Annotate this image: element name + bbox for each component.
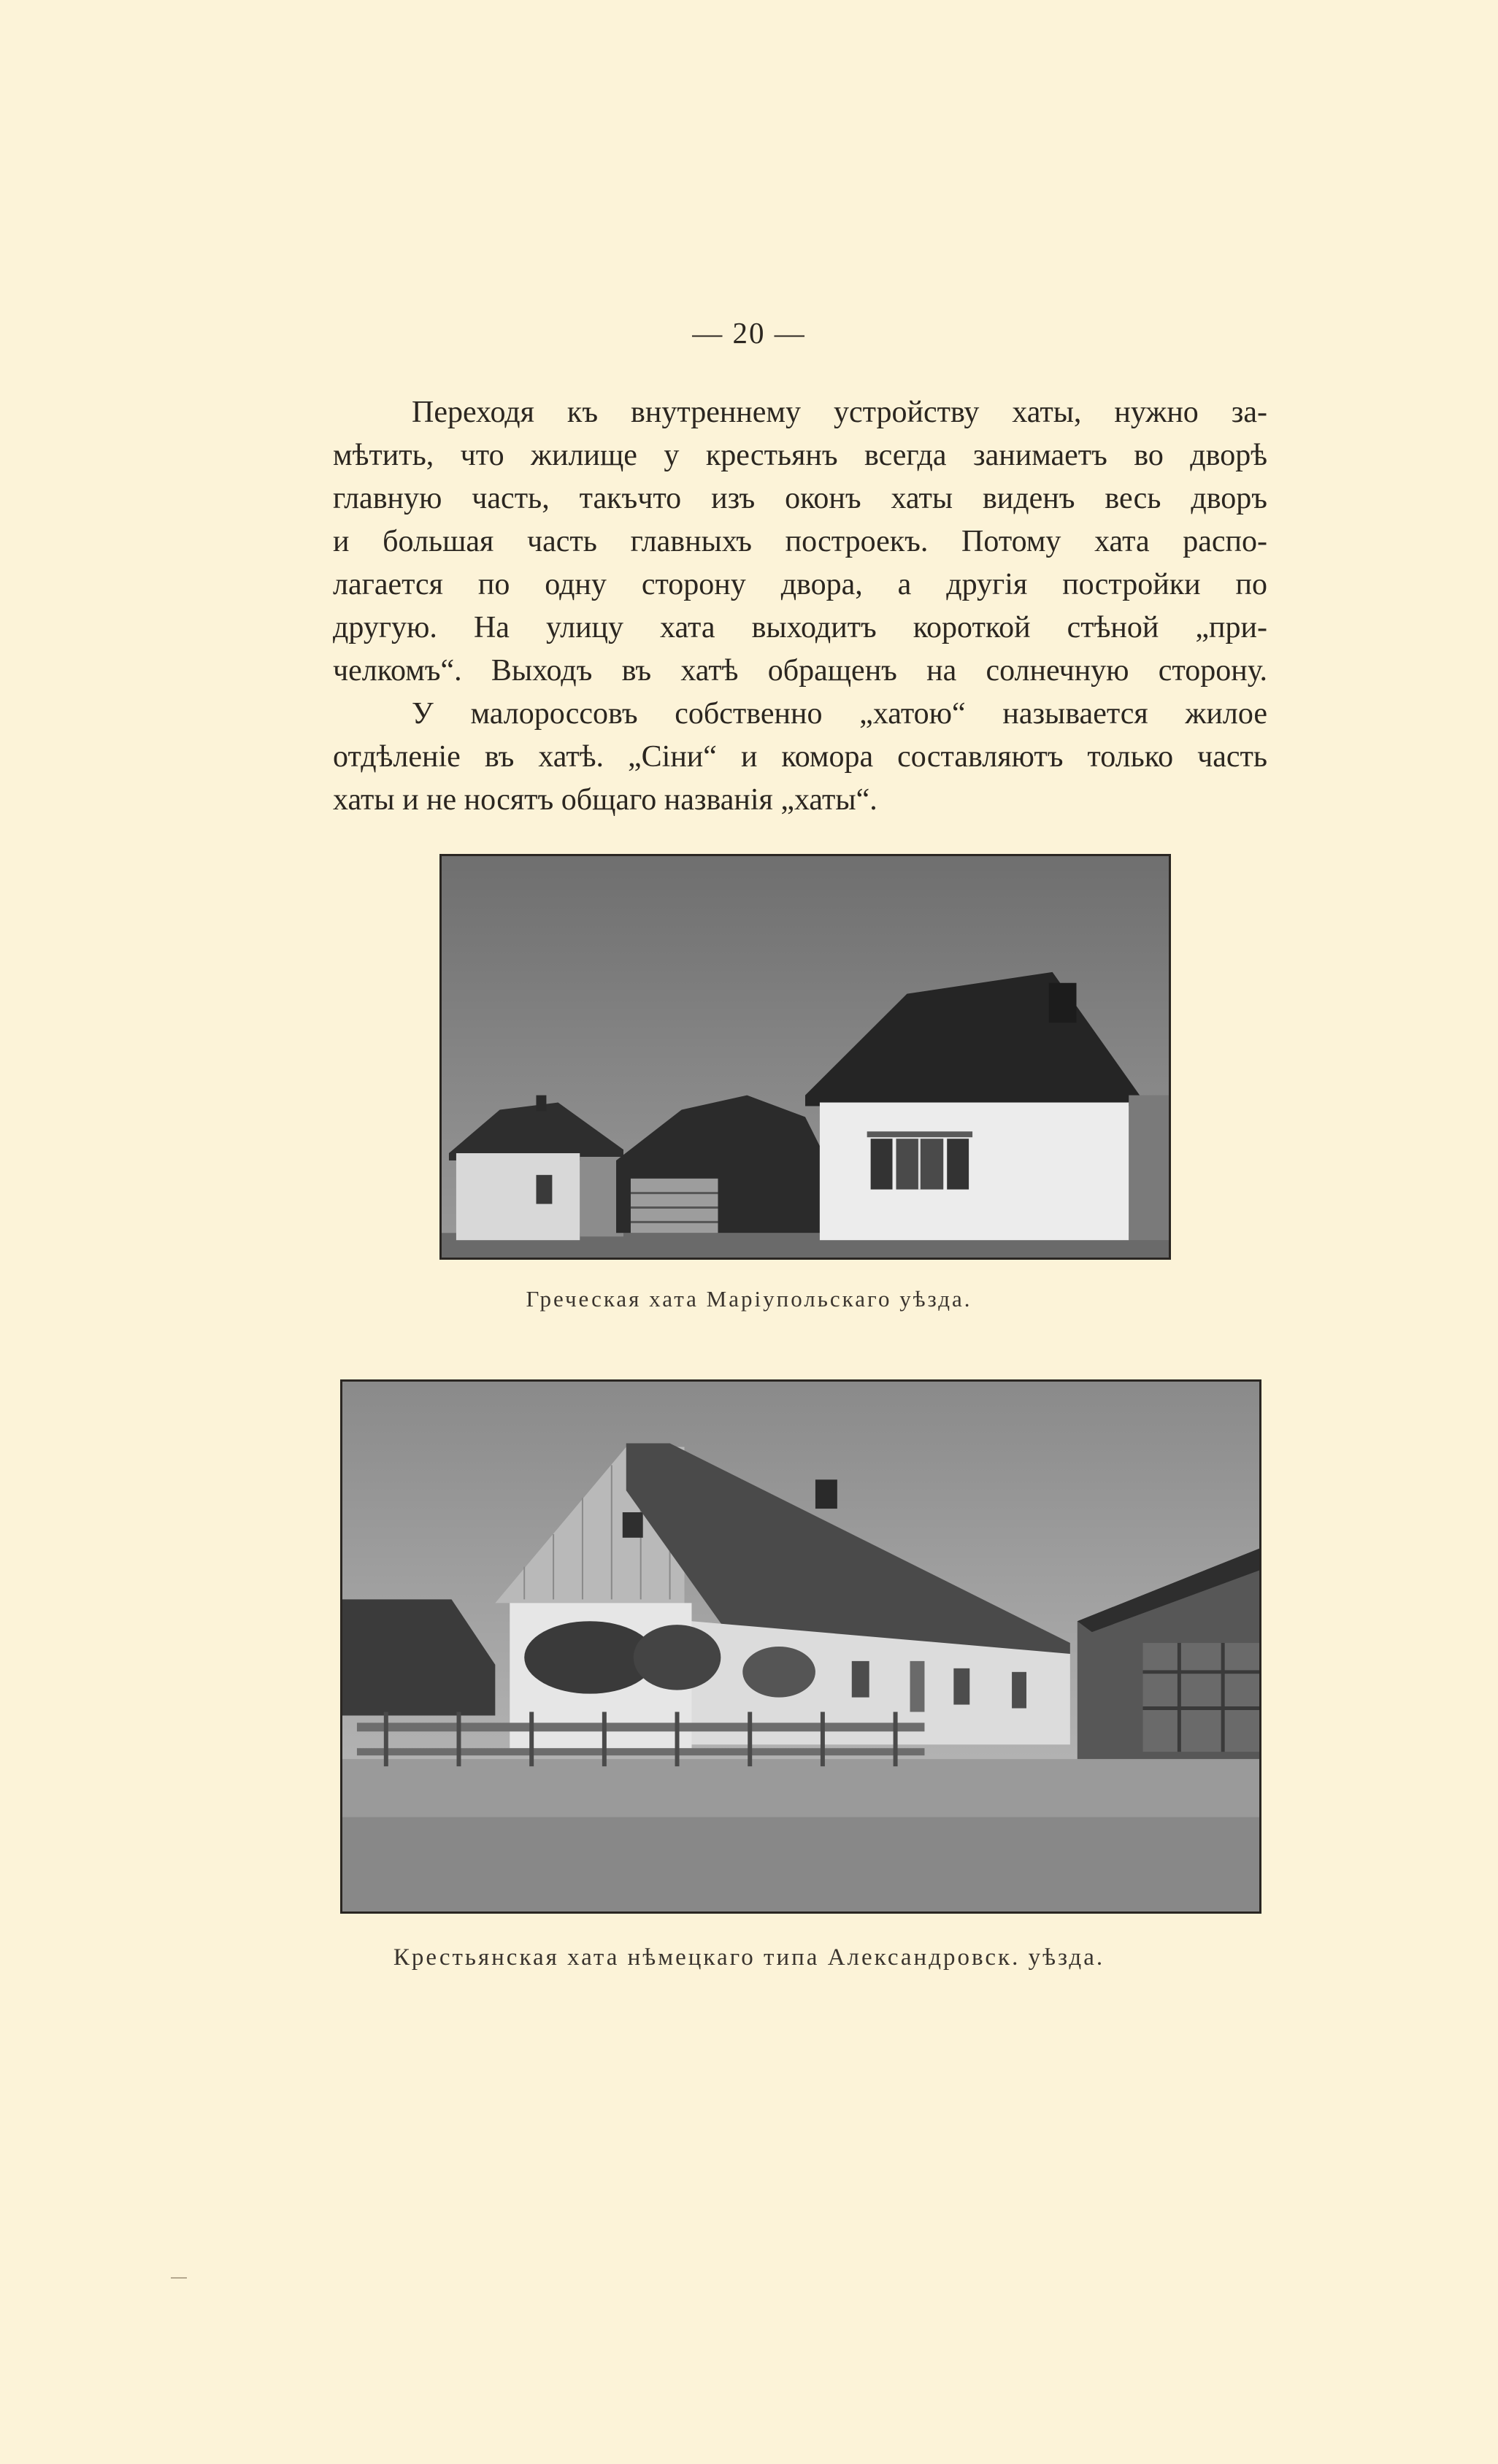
caption-greek-hut: Греческая хата Маріупольскаго уѣзда. bbox=[526, 1286, 972, 1312]
text-line: другую. На улицу хата выходитъ короткой стѣной „при- bbox=[333, 611, 1267, 644]
photo-german-hut-image bbox=[342, 1382, 1259, 1911]
body-text bbox=[333, 391, 1267, 822]
photo-greek-hut bbox=[439, 854, 1171, 1260]
paragraph-2 bbox=[333, 693, 1267, 822]
text-line: У малороссовъ собственно „хатою“ называется жилое bbox=[412, 697, 1267, 731]
text-line: и большая часть главныхъ построекъ. Потому хата распо- bbox=[333, 525, 1267, 558]
paragraph-1 bbox=[333, 391, 1267, 693]
photo-german-hut bbox=[340, 1379, 1261, 1914]
text-line: челкомъ“. Выходъ въ хатѣ обращенъ на солнечную сторону. bbox=[333, 654, 1267, 688]
photo-greek-hut-image bbox=[442, 856, 1169, 1258]
margin-mark bbox=[171, 2277, 187, 2279]
text-line: лагается по одну сторону двора, а другія постройки по bbox=[333, 568, 1267, 601]
page-number: — 20 — bbox=[692, 316, 806, 350]
text-line: главную часть, такъчто изъ оконъ хаты виденъ весь дворъ bbox=[333, 482, 1267, 515]
text-line: мѣтить, что жилище у крестьянъ всегда занимаетъ во дворѣ bbox=[333, 439, 1267, 472]
text-line: Переходя къ внутреннему устройству хаты, нужно за- bbox=[412, 396, 1267, 429]
caption-german-hut: Крестьянская хата нѣмецкаго типа Александровск. уѣзда. bbox=[393, 1944, 1105, 1971]
text-line: отдѣленіе въ хатѣ. „Сіни“ и комора составляютъ только часть bbox=[333, 740, 1267, 774]
text-line: хаты и не носятъ общаго названія „хаты“. bbox=[333, 783, 877, 817]
